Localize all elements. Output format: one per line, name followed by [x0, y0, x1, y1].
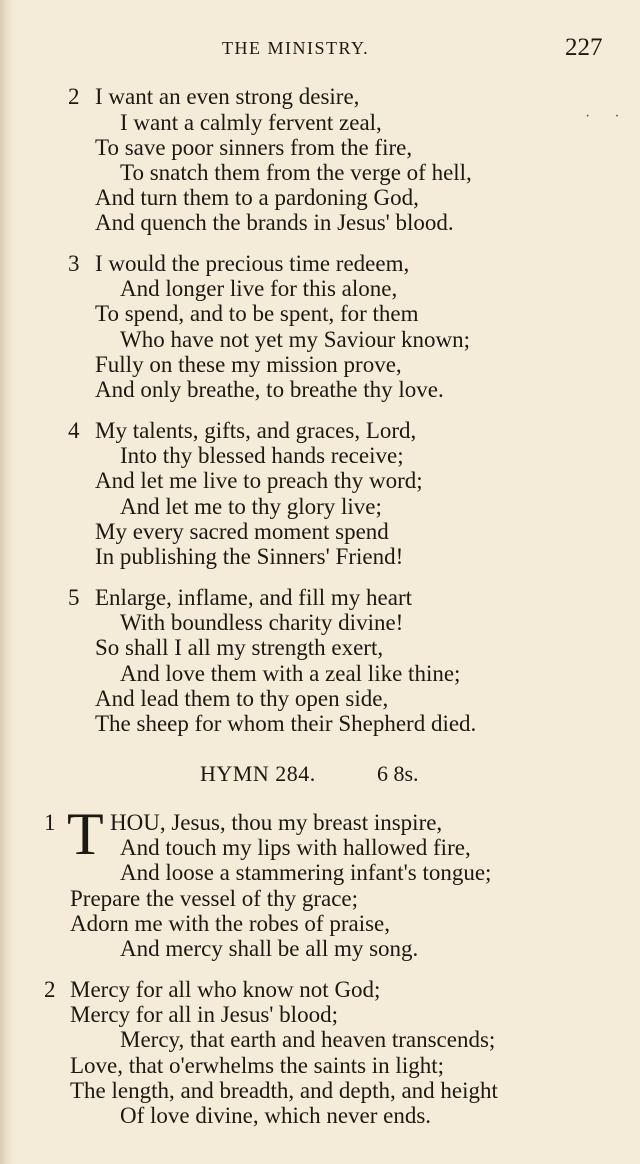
verse-line: Of love divine, which never ends. [120, 1103, 432, 1128]
drop-cap: T [67, 801, 104, 867]
verse-line: In publishing the Sinners' Friend! [95, 544, 404, 569]
verse-line: Mercy for all in Jesus' blood; [70, 1002, 338, 1027]
verse-line: Into thy blessed hands receive; [120, 443, 404, 468]
verse-line: And let me live to preach thy word; [95, 468, 423, 493]
print-specks: · · [585, 108, 630, 125]
verse-line: I want a calmly fervent zeal, [120, 110, 382, 135]
verse-line: And longer live for this alone, [120, 276, 398, 301]
stanza-number: 2 [68, 84, 80, 109]
verse-line: Prepare the vessel of thy grace; [70, 886, 359, 911]
verse-line: Fully on these my mission prove, [95, 352, 402, 377]
verse-line: The sheep for whom their Shepherd died. [95, 711, 477, 736]
hymn-meter: 6 8s. [377, 761, 419, 786]
verse-line: With boundless charity divine! [120, 610, 404, 635]
verse-line: I want an even strong desire, [95, 84, 360, 109]
verse-line: The length, and breadth, and depth, and height [70, 1078, 498, 1103]
verse-line: And loose a stammering infant's tongue; [120, 860, 492, 885]
verse-line: Who have not yet my Saviour known; [120, 327, 471, 352]
verse-line: And quench the brands in Jesus' blood. [95, 210, 454, 235]
stanza-number: 4 [68, 418, 80, 443]
verse-line: Mercy for all who know not God; [70, 977, 381, 1002]
verse-line: HOU, Jesus, thou my breast inspire, [110, 810, 443, 835]
running-title: THE MINISTRY. [222, 38, 370, 58]
verse-line: So shall I all my strength exert, [95, 635, 384, 660]
stanza-number: 3 [68, 251, 80, 276]
verse-line: Love, that o'erwhelms the saints in light; [70, 1053, 444, 1078]
verse-line: And only breathe, to breathe thy love. [95, 377, 444, 402]
hymn-title: HYMN 284. [200, 761, 316, 786]
verse-line: And turn them to a pardoning God, [95, 185, 419, 210]
verse-line: To snatch them from the verge of hell, [120, 160, 472, 185]
verse-line: Adorn me with the robes of praise, [70, 911, 391, 936]
verse-line: Enlarge, inflame, and fill my heart [95, 585, 412, 610]
verse-line: I would the precious time redeem, [95, 251, 410, 276]
verse-line: And love them with a zeal like thine; [120, 661, 461, 686]
page-edge [0, 0, 14, 1164]
verse-line: My every sacred moment spend [95, 519, 389, 544]
page-header [0, 34, 640, 68]
verse-line: My talents, gifts, and graces, Lord, [95, 418, 417, 443]
stanza-number: 2 [44, 977, 56, 1002]
page-number: 227 [565, 34, 603, 61]
verse-line: And touch my lips with hallowed fire, [120, 835, 471, 860]
verse-line: To save poor sinners from the fire, [95, 135, 413, 160]
verse-line: Mercy, that earth and heaven transcends; [120, 1027, 496, 1052]
verse-line: To spend, and to be spent, for them [95, 301, 419, 326]
verse-line: And lead them to thy open side, [95, 686, 389, 711]
stanza-number: 1 [44, 810, 56, 835]
stanza-number: 5 [68, 585, 80, 610]
verse-line: And let me to thy glory live; [120, 494, 382, 519]
verse-line: And mercy shall be all my song. [120, 936, 419, 961]
